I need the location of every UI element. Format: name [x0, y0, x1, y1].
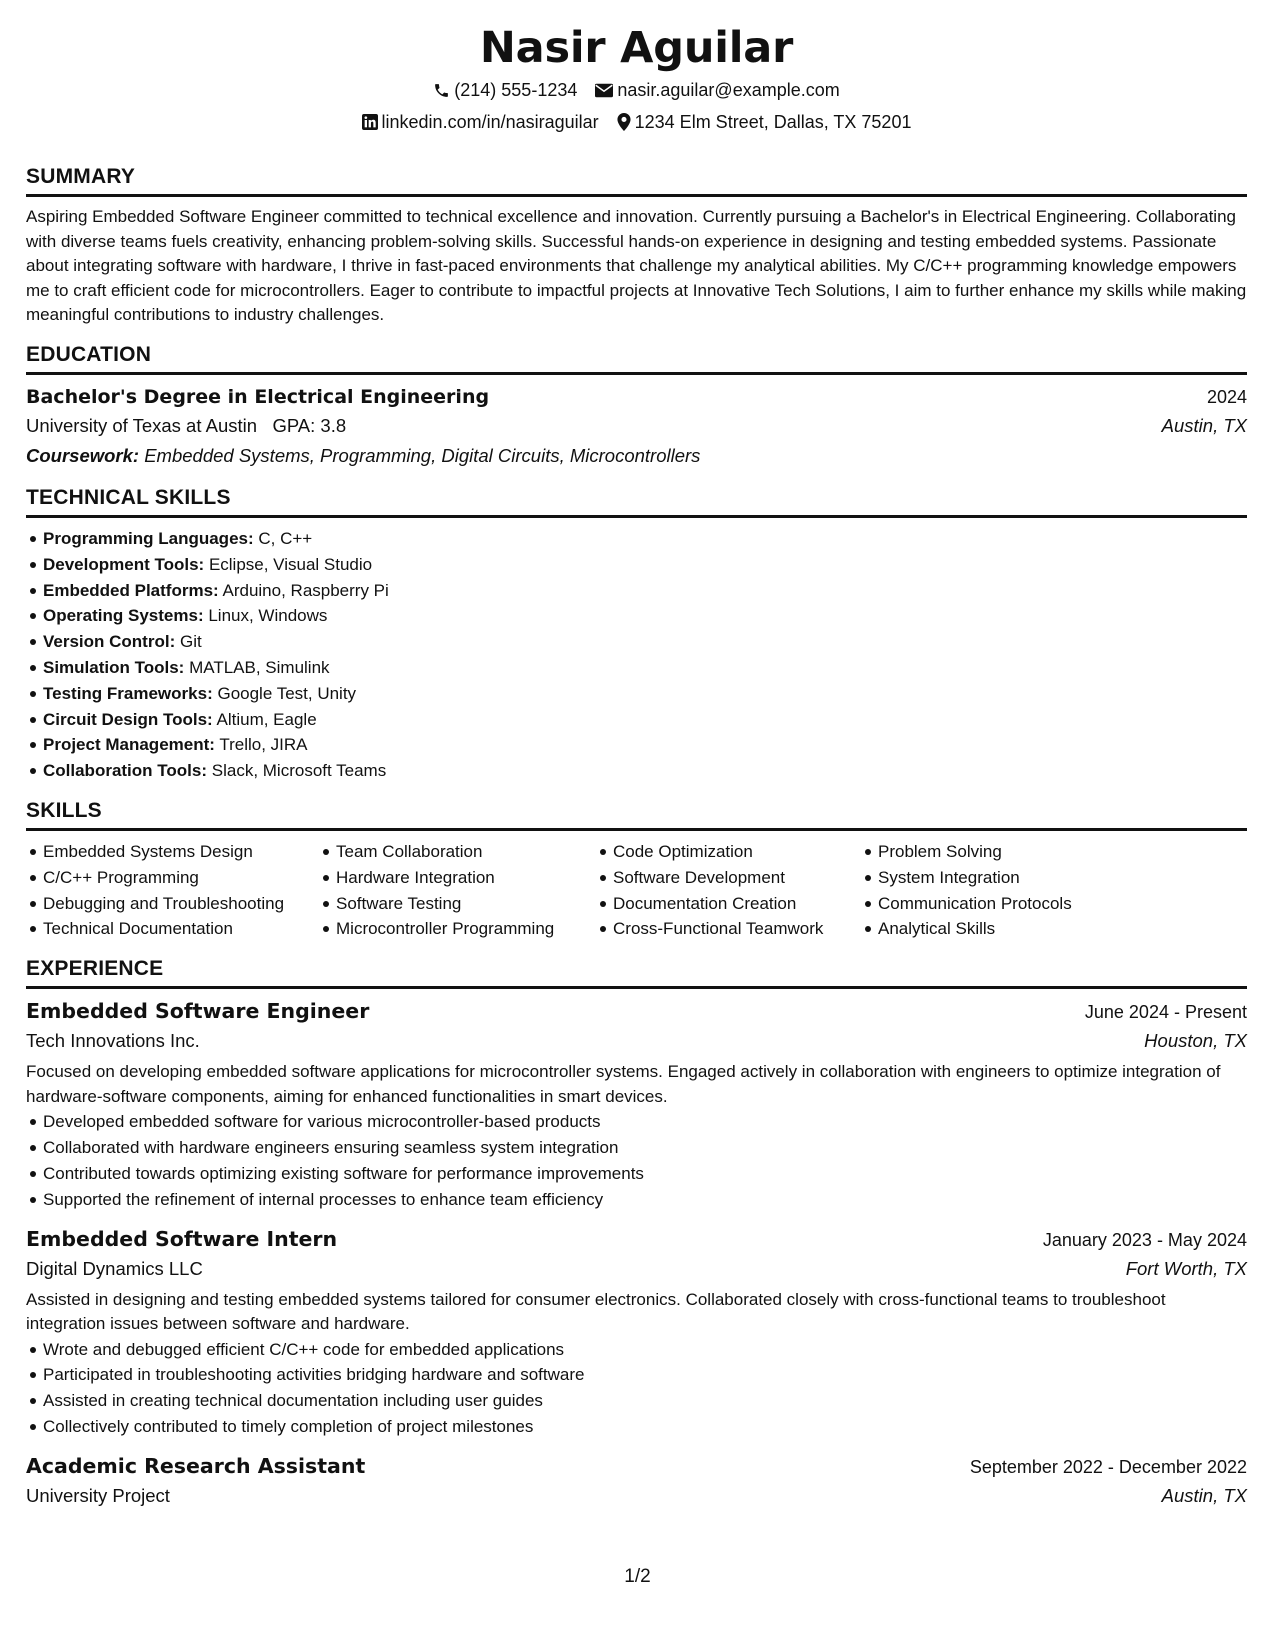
list-item: Documentation Creation: [596, 891, 861, 917]
education-school-row: [26, 411, 1247, 441]
job-company: Digital Dynamics LLC: [26, 1257, 203, 1279]
summary-section: [26, 164, 1247, 328]
coursework-line: [26, 441, 1247, 471]
section-divider: [26, 986, 1247, 989]
contact-row-primary: [26, 78, 1247, 102]
contact-email[interactable]: [595, 78, 839, 102]
school-line: [26, 411, 346, 441]
skill-label: Version Control:: [43, 632, 176, 652]
contact-row-secondary: [26, 110, 1247, 134]
skill-value: Git: [179, 632, 202, 652]
list-item: [26, 681, 1247, 707]
linkedin-icon: [362, 114, 378, 130]
section-divider: [26, 515, 1247, 518]
job-title-row: [26, 997, 1247, 1026]
job-location: Houston, TX: [1144, 1030, 1247, 1052]
job-entry: [26, 1452, 1247, 1511]
map-pin-icon: [617, 113, 631, 131]
list-item: Collectively contributed to timely completion of project milestones: [26, 1414, 1247, 1440]
list-item: Problem Solving: [861, 839, 1161, 865]
skill-value: Linux, Windows: [208, 606, 328, 626]
email-text: nasir.aguilar@example.com: [617, 80, 840, 100]
skill-value: Altium, Eagle: [216, 709, 317, 729]
experience-section: [26, 956, 1247, 1511]
list-item: [26, 603, 1247, 629]
skills-section: [26, 798, 1247, 942]
skill-value: C, C++: [258, 528, 313, 548]
skill-value: MATLAB, Simulink: [189, 657, 330, 677]
list-item: [26, 578, 1247, 604]
summary-text: Aspiring Embedded Software Engineer committed to technical excellence and innovation. Currently pursuing a Bachelor's in Electrical Engineering. Collaborating with diverse teams fuels creativity, enhancing problem-solving skills. Successful hands-on experience in designing and testing embedded systems. Passionate about integrating software with hardware, I thrive in fast-paced environments that challenge my analytical abilities. My C/C++ programming knowledge empowers me to craft efficient code for microcontrollers. Eager to contribute to impactful projects at Innovative Tech Solutions, I aim to further enhance my skills while making meaningful contributions to industry challenges.: [26, 207, 1247, 325]
technical-skills-section: [26, 485, 1247, 784]
skills-column-3: [596, 839, 861, 942]
job-location: Austin, TX: [1161, 1484, 1247, 1506]
job-title: Embedded Software Intern: [26, 1226, 338, 1251]
linkedin-text: linkedin.com/in/nasiraguilar: [381, 112, 599, 132]
page-number: 1/2: [624, 1566, 651, 1587]
job-company: Tech Innovations Inc.: [26, 1030, 200, 1052]
skill-value: Eclipse, Visual Studio: [208, 554, 373, 574]
education-section: [26, 342, 1247, 471]
list-item: C/C++ Programming: [26, 865, 319, 891]
skill-label: Collaboration Tools:: [43, 761, 208, 781]
skill-label: Project Management:: [43, 735, 215, 755]
skill-value: Slack, Microsoft Teams: [211, 761, 387, 781]
section-divider: [26, 828, 1247, 831]
education-heading: EDUCATION: [26, 342, 152, 366]
contact-phone: [433, 78, 577, 102]
job-bullets: [26, 1109, 1247, 1212]
job-description: Assisted in designing and testing embedded systems tailored for consumer electronics. Collaborated closely with cross-functional teams to troubleshoot integration issues between software and hardware.: [26, 1289, 1166, 1334]
job-dates: January 2023 - May 2024: [1042, 1229, 1247, 1250]
list-item: System Integration: [861, 865, 1161, 891]
list-item: Wrote and debugged efficient C/C++ code for embedded applications: [26, 1337, 1247, 1363]
technical-skills-list: [26, 526, 1247, 784]
gpa: GPA: 3.8: [272, 414, 347, 436]
job-title-row: [26, 1225, 1247, 1254]
job-company-row: [26, 1481, 1247, 1511]
experience-heading: EXPERIENCE: [26, 957, 164, 981]
technical-skills-heading: TECHNICAL SKILLS: [26, 485, 231, 509]
skill-label: Programming Languages:: [43, 528, 254, 548]
job-dates: September 2022 - December 2022: [969, 1456, 1247, 1477]
list-item: [26, 707, 1247, 733]
skills-column-1: [26, 839, 319, 942]
degree-title: Bachelor's Degree in Electrical Engineering: [26, 385, 490, 408]
list-item: Participated in troubleshooting activities bridging hardware and software: [26, 1362, 1247, 1388]
graduation-year: 2024: [1206, 386, 1247, 407]
coursework-label: Coursework:: [26, 444, 140, 466]
list-item: Communication Protocols: [861, 891, 1161, 917]
contact-linkedin[interactable]: [362, 110, 599, 134]
list-item: Embedded Systems Design: [26, 839, 319, 865]
summary-heading: SUMMARY: [26, 165, 136, 188]
section-divider: [26, 194, 1247, 197]
contact-address: [617, 110, 912, 134]
job-title-row: [26, 1452, 1247, 1481]
list-item: Analytical Skills: [861, 916, 1161, 942]
list-item: Contributed towards optimizing existing software for performance improvements: [26, 1161, 1247, 1187]
list-item: Team Collaboration: [319, 839, 596, 865]
list-item: Supported the refinement of internal processes to enhance team efficiency: [26, 1187, 1247, 1213]
skill-label: Development Tools:: [43, 554, 205, 574]
list-item: [26, 655, 1247, 681]
skills-column-2: [319, 839, 596, 942]
list-item: Technical Documentation: [26, 916, 319, 942]
address-text: 1234 Elm Street, Dallas, TX 75201: [634, 112, 912, 132]
resume-content: [26, 22, 1247, 1513]
list-item: Cross-Functional Teamwork: [596, 916, 861, 942]
job-entry: [26, 997, 1247, 1212]
coursework-list: Embedded Systems, Programming, Digital Circuits, Microcontrollers: [144, 444, 701, 466]
phone-icon: [433, 82, 450, 99]
skill-label: Testing Frameworks:: [43, 683, 213, 703]
list-item: Hardware Integration: [319, 865, 596, 891]
job-dates: June 2024 - Present: [1084, 1002, 1247, 1023]
list-item: [26, 732, 1247, 758]
skills-heading: SKILLS: [26, 798, 102, 822]
skill-label: Embedded Platforms:: [43, 580, 219, 600]
school-name: University of Texas at Austin: [26, 414, 258, 436]
list-item: Developed embedded software for various microcontroller-based products: [26, 1109, 1247, 1135]
list-item: Software Testing: [319, 891, 596, 917]
list-item: Collaborated with hardware engineers ensuring seamless system integration: [26, 1135, 1247, 1161]
job-title: Academic Research Assistant: [26, 1453, 366, 1478]
job-company-row: [26, 1254, 1247, 1284]
school-location: Austin, TX: [1161, 414, 1247, 436]
list-item: [26, 629, 1247, 655]
section-divider: [26, 372, 1247, 375]
list-item: Microcontroller Programming: [319, 916, 596, 942]
skills-column-4: [861, 839, 1161, 942]
job-entry: [26, 1225, 1247, 1440]
skill-label: Operating Systems:: [43, 606, 204, 626]
list-item: Debugging and Troubleshooting: [26, 891, 319, 917]
skill-value: Trello, JIRA: [219, 735, 308, 755]
skill-value: Arduino, Raspberry Pi: [222, 580, 389, 600]
phone-text: (214) 555-1234: [454, 80, 578, 100]
skill-value: Google Test, Unity: [217, 683, 357, 703]
job-title: Embedded Software Engineer: [26, 999, 370, 1024]
list-item: Software Development: [596, 865, 861, 891]
list-item: [26, 526, 1247, 552]
list-item: [26, 758, 1247, 784]
skills-grid: [26, 839, 1247, 942]
job-location: Fort Worth, TX: [1125, 1257, 1247, 1279]
list-item: Assisted in creating technical documentation including user guides: [26, 1388, 1247, 1414]
education-degree-row: [26, 383, 1247, 411]
skill-label: Simulation Tools:: [43, 657, 185, 677]
list-item: Code Optimization: [596, 839, 861, 865]
skill-label: Circuit Design Tools:: [43, 709, 213, 729]
candidate-name: Nasir Aguilar: [479, 23, 794, 73]
job-description: Focused on developing embedded software applications for microcontroller systems. Engaged actively in collaboration with engineers to optimize integration of hardware-software components, aiming for enhanced functionalities in smart devices.: [26, 1062, 1221, 1106]
job-company-row: [26, 1026, 1247, 1056]
job-company: University Project: [26, 1484, 170, 1506]
list-item: [26, 552, 1247, 578]
envelope-icon: [595, 83, 613, 98]
job-bullets: [26, 1337, 1247, 1440]
